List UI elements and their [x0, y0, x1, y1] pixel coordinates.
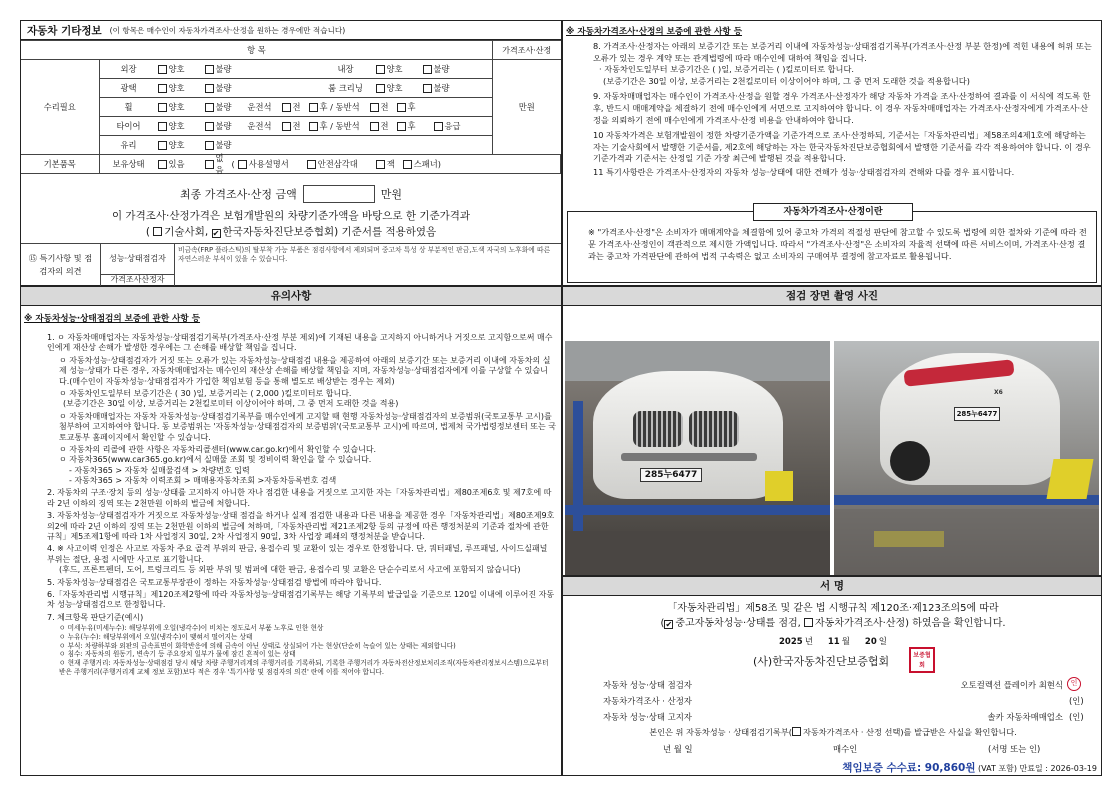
license-plate: 285누6477: [954, 407, 1000, 421]
final-price-label: 최종 가격조사·산정 금액: [179, 188, 297, 201]
appraisal-option: 자동차가격조사·산정): [815, 618, 910, 629]
sign-day: 20: [864, 637, 877, 647]
front-label: 전: [380, 121, 389, 131]
inspector-value: 오토컬렉션 플레이카 최현식: [960, 680, 1063, 690]
gloss-good-checkbox[interactable]: [158, 84, 167, 93]
manual-label: 사용설명서: [248, 159, 289, 169]
year-label: 년: [804, 637, 813, 647]
inspector-label: 자동차 성능·상태 점검자: [603, 680, 692, 690]
note-1c: ㅇ 자동차인도일부터 보증기간은 ( 30 )일, 보증거리는 ( 2,000 )킬로미터로 합니다.: [59, 388, 352, 398]
note-3: 3. 자동차성능·상태점검자가 거짓으로 자동차성능·상태 점검을 하거나 실제 점검한 내용과 다른 내용을 제공한 경우「자동차관리법」제80조제9호의2에 따라 2년 이하의 징역 또는 2천만원 이하의 벌금에 처하며,「자동차관리법 제21조제2항 등의 규정에 따른 행정처분의 기준과 절차에 관한 규칙」제5조제1항에 따라 1차 사업정지 30일, 2차 사업정지 90일, 3차 사업장 폐쇄의 행정처분을 받습니다.: [47, 511, 555, 542]
repair-table: 항 목 가격조사·산정 수리필요 외장 양호 불량 내장 양호 불량 만원 광택 양호 불량 룸 크리닝 양호 불량 휠 양호 불량 운전석 전 후 / 동반석 전 후 타이어 양호 불량 운전석 전 후 / 동반석 전 후 응급 유리 양호 불량 기본품목 보유상태 있음 없음 ( 사용설명서 안전삼각대 잭 스패너 ): [21, 40, 561, 174]
note-1f: ㅇ 자동차의 리콜에 관한 사항은 자동차리콜센터(www.car.go.kr)에서 확인할 수 있습니다.: [59, 444, 377, 454]
tire-passenger-rear-checkbox[interactable]: [397, 122, 406, 131]
signature-header: 서 명: [563, 577, 1101, 596]
bad-label: 불량: [433, 64, 450, 74]
buyer-label: 매수인: [833, 744, 858, 754]
note-6: 6.「자동차관리법 시행규칙」제120조제2항에 따라 자동차성능·상태점검기록부는 해당 기록부의 발급일을 기준으로 120일 이내에 이루어진 자동차 성능·상태점검으로 한정합니다.: [47, 589, 555, 610]
rear-inspection-photo: [834, 341, 1099, 575]
buyer-date: 년 월 일: [663, 744, 693, 754]
basis-tail: ) 기준서를 적용하였음: [334, 226, 437, 238]
license-plate: 285누6477: [640, 468, 702, 482]
panel-title: 자동차 기타정보: [27, 24, 102, 37]
note-1i: - 자동차365 > 자동차 이력조회 > 매매용자동차조회 >자동차등록번호 검색: [69, 476, 337, 486]
guarantee-item-11: 11 특기사항란은 가격조사·산정자의 자동차 성능·상태에 대한 견해가 성능·상태점검자의 견해와 다를 경우 표시합니다.: [593, 166, 1015, 177]
guarantee-fee: 책임보증 수수료: 90,860원: [842, 762, 976, 774]
receipt-text: 본인은 위 자동차성능 · 상태점검기록부(: [649, 727, 792, 737]
performance-inspector-label: 성능·상태점검자: [101, 244, 175, 275]
bad-label: 불량: [433, 83, 450, 93]
room-good-checkbox[interactable]: [376, 84, 385, 93]
note-7b: ㅇ 누유(누수): 해당부위에서 오일(냉각수)이 맺혀서 떨어지는 상태: [59, 632, 253, 641]
jack-checkbox[interactable]: [376, 160, 385, 169]
appraiser-value: [813, 693, 1063, 709]
photos-header: 점검 장면 촬영 사진: [563, 287, 1101, 306]
notes-title: ※ 자동차성능·상태점검의 보증에 관한 사항 등: [24, 314, 201, 324]
notifier-value: 솔카 자동차매매업소: [987, 712, 1063, 722]
basis-kadia-checkbox[interactable]: ✔: [212, 229, 220, 238]
wheel-chock: [1046, 459, 1093, 499]
price-guarantee-panel: [562, 20, 1102, 286]
exterior-bad-checkbox[interactable]: [205, 65, 214, 74]
price-unit: 만원: [493, 60, 561, 155]
row-interior: 내장: [337, 64, 354, 74]
association-name: (사)한국자동차진단보증협회: [753, 655, 890, 668]
good-label: 양호: [168, 83, 185, 93]
driver-seat-label: 운전석: [247, 102, 272, 112]
tire-driver-rear-checkbox[interactable]: [309, 122, 318, 131]
tire-good-checkbox[interactable]: [158, 122, 167, 131]
lift-arm: [565, 505, 830, 515]
inspection-checkbox[interactable]: ✔: [665, 620, 673, 629]
basis-kadia-label: 한국자동차진단보증협회: [222, 226, 335, 238]
possession-label: 보유상태: [112, 159, 145, 169]
kidney-grille: [633, 411, 683, 447]
bad-label: 불량: [215, 64, 232, 74]
note-1e: ㅇ 자동차매매업자는 자동차 자동차성능·상태점검기록부를 매수인에게 고지할 때 현행 자동차성능·상태점검자의 보증범위(국토교통부 고시)를 첨부하여 고지하여야 합니다. 동 보증범위는 '자동차성능·상태점검자의 보증범위'(국토교통부 고시)에 따르며, 법제처 국가법령정보센터 또는 국토교통부 홈페이지에서 확인할 수 있습니다.: [59, 411, 557, 442]
basis-line-1: 이 가격조사·산정가격은 보험개발원의 차량기준가액을 바탕으로 한 기준가격과: [111, 210, 471, 222]
fee-vat: (VAT 포함): [978, 764, 1017, 773]
exterior-good-checkbox[interactable]: [158, 65, 167, 74]
rear-passenger-label: 후 / 동반석: [319, 121, 360, 131]
spanner-checkbox[interactable]: [403, 160, 412, 169]
driver-seat-label: 운전석: [247, 121, 272, 131]
tire-passenger-front-checkbox[interactable]: [370, 122, 379, 131]
definition-box: [567, 207, 1097, 283]
final-price-unit: 만원: [380, 188, 402, 201]
good-label: 양호: [168, 64, 185, 74]
row-wheel: 휠: [124, 102, 133, 112]
inspector-seal: 인: [1067, 677, 1081, 691]
wheel-driver-front-checkbox[interactable]: [282, 103, 291, 112]
panel-note: (이 항목은 매수인이 자동차가격조사·산정을 원하는 경우에만 적습니다): [109, 25, 346, 35]
wheel-driver-rear-checkbox[interactable]: [309, 103, 318, 112]
note-7c: ㅇ 부식: 차량하부와 외판의 금속표면이 화학반응에 의해 금속이 아닌 상태로 상실되어 가는 현상(단순히 녹슬어 있는 상태는 제외합니다): [59, 641, 456, 650]
note-4: 4. ※ 사고이력 인정은 사고로 자동차 주요 골격 부위의 판금, 용접수리 및 교환이 있는 경우로 한정합니다. 단, 쿼터패널, 루프패널, 사이드실패널 부위는 절단, 용접 시에만 사고로 표기합니다.: [47, 544, 548, 564]
front-label: 전: [292, 102, 301, 112]
sign-year: 2025: [779, 637, 803, 647]
good-label: 양호: [386, 83, 403, 93]
guarantee-item-8: 8. 가격조사·산정자는 아래의 보증기간 또는 보증거리 이내에 자동차성능·상태점검기록부(가격조사·산정 부분 한정)에 적힌 내용에 허위 또는 오류가 있는 경우 계약 또는 관계법령에 따라 매수인에 대하여 책임을 집니다.: [593, 41, 1092, 63]
have-label: 있음: [168, 159, 185, 169]
rear-label: 후: [407, 121, 416, 131]
wheel-bad-checkbox[interactable]: [205, 103, 214, 112]
guarantee-period-note: (보증기간은 30일 이상, 보증거리는 2천킬로미터 이상이어야 하며, 그 중 먼저 도래한 것을 적용합니다): [603, 75, 970, 86]
row-glass: 유리: [120, 140, 137, 150]
row-exterior: 외장: [120, 64, 137, 74]
triangle-checkbox[interactable]: [307, 160, 316, 169]
interior-good-checkbox[interactable]: [376, 65, 385, 74]
seal-text: 보증협회: [913, 652, 931, 669]
sign-month: 11: [827, 637, 840, 647]
special-notes-label: ⑮ 특기사항 및 점검자의 의견: [21, 244, 101, 306]
bad-label: 불량: [215, 102, 232, 112]
inspection-option: 중고자동차성능·상태를 점검,: [675, 618, 801, 629]
definition-text: ※ "가격조사·산정"은 소비자가 매매계약을 체결함에 있어 중고차 가격의 적절성 판단에 참고할 수 있도록 법령에 의한 절차와 기준에 따라 전문 가격조사·산정인이 객관적으로 제시한 가액입니다. 따라서 "가격조사·산정"은 소비자의 자율적 선택에 따른 서비스이며, 가격조사·산정 결과는 중고차 가격판단에 관하여 법적 구속력은 없고 소비자의 구매여부 결정에 참고자료로 활용됩니다.: [588, 227, 1087, 261]
row-gloss: 광택: [120, 83, 137, 93]
none-label: 없음: [215, 153, 224, 175]
basis-tech-checkbox[interactable]: [153, 227, 162, 236]
tire-driver-front-checkbox[interactable]: [282, 122, 291, 131]
note-1g: ㅇ 자동차365(www.car365.go.kr)에서 실매물 조회 및 정비이력 확인을 할 수 있습니다.: [59, 455, 372, 465]
col-price: 가격조사·산정: [493, 41, 561, 60]
bad-label: 불량: [215, 140, 232, 150]
model-badge: X6: [994, 389, 1003, 396]
good-label: 양호: [168, 121, 185, 131]
note-7: 7. 체크항목 판단기준(예시): [47, 612, 144, 622]
glass-good-checkbox[interactable]: [158, 141, 167, 150]
guarantee-period: · 자동차인도일부터 보증기간은 ( )일, 보증거리는 ( )킬로미터로 합니다.: [599, 64, 854, 75]
month-label: 월: [841, 637, 850, 647]
note-5: 5. 자동차성능·상태점검은 국토교통부장관이 정하는 자동차성능·상태점검 방법에 따라야 합니다.: [47, 577, 382, 587]
note-7d: ㅇ 침수: 자동차의 원동기, 변속기 등 주요장치 일부가 물에 잠긴 흔적이 있는 상태: [59, 650, 296, 659]
notifier-label: 자동차 성능·상태 고지자: [603, 712, 692, 722]
basis-tech-label: 기술사회,: [164, 226, 209, 238]
appraiser-label: 자동차가격조사 · 산정자: [603, 696, 692, 706]
appraiser-seal: (인): [1069, 696, 1084, 706]
repair-label: 수리필요: [21, 60, 99, 155]
row-tire: 타이어: [116, 121, 141, 131]
rear-label: 후: [407, 102, 416, 112]
price-appraiser-label: 가격조사산정자: [101, 274, 175, 286]
definition-box-title: 자동차가격조사·산정이란: [753, 203, 913, 221]
front-label: 전: [380, 102, 389, 112]
good-label: 양호: [168, 140, 185, 150]
notes-header: 유의사항: [21, 287, 561, 306]
front-label: 전: [292, 121, 301, 131]
signature-law-line: 「자동차관리법」제58조 및 같은 법 시행규칙 제120조·제123조의5에 따라: [667, 603, 999, 614]
price-guarantee-title: ※ 자동차가격조사·산정의 보증에 관한 사항 등: [566, 27, 743, 37]
rear-passenger-label: 후 / 동반석: [319, 102, 360, 112]
note-1b: ㅇ 자동차성능·상태점검자가 거짓 또는 오류가 있는 자동차성능·상태점검 내용을 제공하여 아래의 보증기간 또는 보증거리 이내에 자동차의 실제 성능·상태가 다른 경우, 자동차매매업자는 매수인의 재산상 손해를 배상할 책임을 지며, 자동차성능·상태점검자에게 이를 구상할 수 있습니다.(매수인이 자동차성능·상태점검자가 가입한 책임보험 등을 통해 별도로 배상받는 경우는 제외): [59, 355, 551, 386]
row-room-cleaning: 룸 크리닝: [328, 83, 363, 93]
wheel-passenger-rear-checkbox[interactable]: [397, 103, 406, 112]
receipt-checkbox[interactable]: [792, 727, 801, 736]
tire-emergency-checkbox[interactable]: [434, 122, 443, 131]
tire-bad-checkbox[interactable]: [205, 122, 214, 131]
notifier-seal: (인): [1069, 712, 1084, 722]
final-price-input[interactable]: [303, 185, 375, 203]
interior-bad-checkbox[interactable]: [423, 65, 432, 74]
photos-panel: [562, 286, 1102, 576]
none-checkbox[interactable]: [205, 160, 214, 169]
note-4b: (후드, 프론트펜더, 도어, 트렁크리드 등 외판 부위 및 범퍼에 대한 판금, 용접수리 및 교환은 단순수리로서 사고에 포함되지 않습니다): [59, 565, 521, 575]
bad-label: 불량: [215, 83, 232, 93]
wheel-chock: [765, 471, 793, 501]
emergency-label: 응급: [444, 121, 461, 131]
appraisal-checkbox[interactable]: [804, 618, 813, 627]
glass-bad-checkbox[interactable]: [205, 141, 214, 150]
col-item: 항 목: [21, 41, 493, 60]
notes-panel: [20, 286, 562, 776]
good-label: 양호: [168, 102, 185, 112]
confirm-tail: 하였음을 확인합니다.: [912, 618, 1006, 629]
room-bad-checkbox[interactable]: [423, 84, 432, 93]
association-seal: [909, 647, 935, 673]
gloss-bad-checkbox[interactable]: [205, 84, 214, 93]
triangle-label: 안전삼각대: [317, 159, 358, 169]
expiry-date: 만료일 : 2026-03-19: [1019, 764, 1097, 773]
note-7e: ㅇ 현재 주행거리: 자동차성능·상태점검 당시 해당 차량 주행거리계의 주행거리를 기록하되, 기록한 주행거리가 자동차전산정보처리조직(자동차관리정보시스템)으로부터 받은 주행거리(주행거리계 교체 정보 포함)보다 적은 경우 '특기사항 및 점검자의 의견' 란에 이를 적어야 합니다.: [59, 658, 549, 676]
guarantee-item-10: 10 자동차가격은 보험개발원이 정한 차량기준가액을 기준가격으로 조사·산정하되, 기준서는「자동차관리법」제58조의4제1호에 해당하는 자는 기술사회에서 발행한 기준서를, 제2호에 해당하는 자는 한국자동차진단보증협회에서 발행한 기준서를 각각 적용하여야 합니다. 이 경우 기준가격과 기준서는 산정일 기준 가장 최근에 발행된 것을 적용합니다.: [593, 130, 1091, 164]
basic-items-label: 기본품목: [21, 155, 99, 174]
paren-open: (: [145, 226, 150, 238]
note-7a: ㅇ 미세누유(미세누수): 해당부위에 오일(냉각수)이 비치는 정도로서 부품 노후로 인한 현상: [59, 624, 324, 633]
wheel-good-checkbox[interactable]: [158, 103, 167, 112]
note-1d: (보증기간은 30일 이상, 보증거리는 2천킬로미터 이상이어야 하며, 그 중 먼저 도래한 것을 적용): [63, 399, 399, 409]
jack-label: 잭: [386, 159, 395, 169]
have-checkbox[interactable]: [158, 160, 167, 169]
bad-label: 불량: [215, 121, 232, 131]
day-label: 일: [878, 637, 887, 647]
manual-checkbox[interactable]: [238, 160, 247, 169]
note-1h: - 자동차365 > 자동차 실매물검색 > 차량번호 입력: [69, 465, 250, 475]
note-1: 1. ㅇ 자동차매매업자는 자동차성능·상태점검기록부(가격조사·산정 부분 제외)에 기재된 내용을 고지하지 아니하거나 거짓으로 고지함으로써 매수인에게 재산상 손해가 발생한 경우에는 그 손해를 배상할 책임을 집니다.: [47, 333, 553, 353]
note-2: 2. 자동차의 구조·장치 등의 성능·상태를 고지하지 아니한 자나 점검한 내용을 거짓으로 고지한 자는「자동차관리법」제80조제6호 및 제7호에 따라 2년 이하의 징역 또는 2천만원 이하의 벌금에 처합니다.: [47, 488, 552, 508]
kidney-grille: [689, 411, 739, 447]
signature-panel: 서 명 「자동차관리법」제58조 및 같은 법 시행규칙 제120조·제123조의5에 따라 (✔ 중고자동차성능·상태를 점검, 자동차가격조사·산정) 하였음을 확인합니다. 2025 년 11 월 20 일 (사)한국자동차진단보증협회 보증협회 자동차 성능·상태 점검자 오토컬렉션 플레이카 최현식 인 자동차가격조사 · 산정자 (인) 자동차 성능·상태 고지자 솔카 자동차매매업소 (인) 본인은 위 자동차성능 · 상태점검기록부( 자동차가격조사 · 산정 선택)를 발급받은 사실을 확인합니다. 년 월 일 매수인 (서명 또는 인) 책임보증 수수료: 90,860원 (VAT 포함) 만료일 : 2026-03-19: [562, 576, 1102, 776]
spanner-label: 스패너: [413, 159, 438, 169]
guarantee-item-9: 9. 자동차매매업자는 매수인이 가격조사·산정을 원할 경우 가격조사·산정자가 해당 자동차 가격을 조사·산정하여 결과를 이 서식에 적도록 한 후, 반드시 매매계약을 체결하기 전에 매수인에게 서면으로 고지하여야 합니다. 이 경우 자동차매매업자는 가격조사·산정자에게 가격조사·산정을 의뢰하기 전에 매수인에게 가격조사·산정 비용을 안내하여야 합니다.: [593, 91, 1091, 125]
good-label: 양호: [386, 64, 403, 74]
receipt-option: 자동차가격조사 · 산정 선택)를 발급받은 사실을 확인합니다.: [802, 727, 1017, 737]
vehicle-other-info-panel: [20, 20, 562, 286]
buyer-sign: (서명 또는 인): [988, 744, 1041, 754]
performance-note: 비금속(FRP 플라스틱)의 탈부착 가능 부품은 점검사항에서 제외되며 중고차 특성 상 부분적인 판금,도색 자국의 노후화에 따른 자연스러운 부식이 있을 수 있습니다.: [178, 246, 551, 263]
front-inspection-photo: [565, 341, 830, 575]
wheel-passenger-front-checkbox[interactable]: [370, 103, 379, 112]
